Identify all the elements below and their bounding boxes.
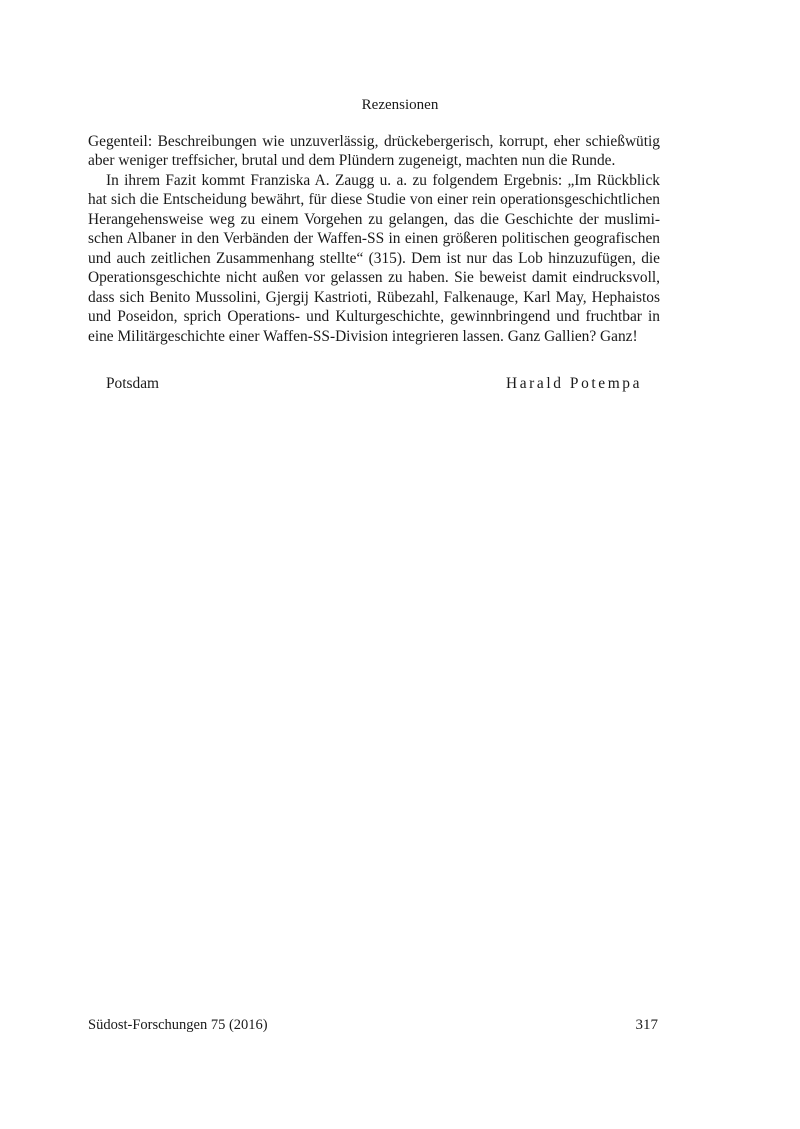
- paragraph-continuation: Gegenteil: Beschreibungen wie unzuverlässig, drückebergerisch, korrupt, eher schießwütig aber weniger treffsicher, brutal und dem Plündern zugeneigt, machten nun die Runde.: [88, 133, 660, 170]
- review-signature: [106, 375, 642, 397]
- page-footer: [88, 1017, 660, 1039]
- paragraph-conclusion: In ihrem Fazit kommt Franziska A. Zaugg u. a. zu folgendem Ergebnis: „Im Rückblick hat sich die Entscheidung bewährt, für diese Studie von einer rein operationsgeschichtlichen Herangehensweise weg zu einem Vorgehen zu gelangen, das die Geschichte der muslimischen Albaner in den Verbänden der Waffen-SS in einen größeren politischen geografischen und auch zeitlichen Zusammenhang stellte“ (315). Dem ist nur das Lob hinzuzufügen, die Operationsgeschichte nicht außen vor gelassen zu haben. Sie beweist damit eindrucksvoll, dass sich Benito Mussolini, Gjergij Kastrioti, Rübezahl, Falkenauge, Karl May, Hephaistos und Poseidon, sprich Operations- und Kulturgeschichte, gewinnbringend und fruchtbar in eine Militärgeschichte einer Waffen-SS-Division integrieren lassen. Ganz Gallien? Ganz!: [88, 171, 660, 345]
- journal-citation: Südost-Forschungen 75 (2016): [88, 1017, 268, 1033]
- running-header: Rezensionen: [361, 97, 439, 113]
- signature-place: Potsdam: [106, 375, 160, 392]
- page-number: 317: [635, 1017, 658, 1033]
- signature-author: Harald Potempa: [506, 375, 642, 392]
- review-text: [88, 132, 660, 346]
